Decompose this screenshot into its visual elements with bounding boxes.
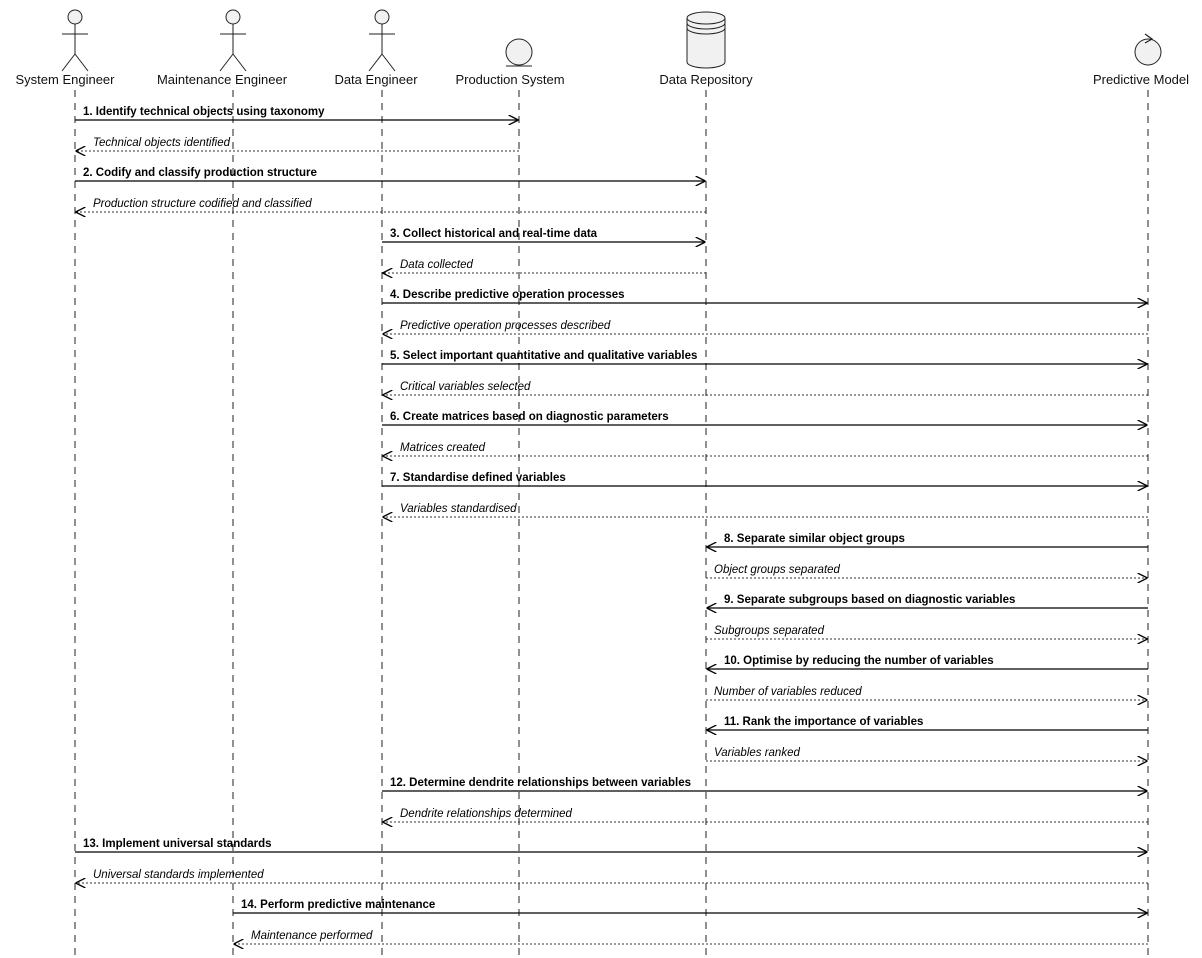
message-label: Subgroups separated bbox=[714, 625, 824, 637]
message-label: Matrices created bbox=[400, 442, 486, 454]
message-14 bbox=[383, 503, 1148, 517]
messages bbox=[75, 106, 1148, 944]
message-label: Dendrite relationships determined bbox=[400, 808, 572, 820]
message-24 bbox=[383, 808, 1148, 822]
participant-heads bbox=[16, 10, 1190, 87]
participant-prod-label: Production System bbox=[455, 72, 565, 87]
message-11 bbox=[382, 411, 1147, 425]
participant-maint-label: Maintenance Engineer bbox=[156, 72, 288, 87]
message-label: 3. Collect historical and real-time data bbox=[390, 228, 598, 240]
message-label: 8. Separate similar object groups bbox=[724, 533, 905, 545]
message-label: 6. Create matrices based on diagnostic parameters bbox=[390, 411, 669, 423]
message-22 bbox=[706, 747, 1147, 761]
message-25 bbox=[75, 838, 1147, 852]
message-7 bbox=[382, 289, 1147, 303]
participant-model-icon bbox=[1135, 34, 1161, 65]
participant-model-label: Predictive Model bbox=[1092, 72, 1190, 87]
message-17 bbox=[707, 594, 1148, 608]
message-5 bbox=[382, 228, 705, 242]
message-label: 2. Codify and classify production structure bbox=[83, 167, 317, 179]
message-12 bbox=[383, 442, 1148, 456]
message-label: 12. Determine dendrite relationships between variables bbox=[390, 777, 692, 789]
participant-sys-icon bbox=[62, 10, 88, 71]
message-label: 9. Separate subgroups based on diagnostic variables bbox=[724, 594, 1016, 606]
participant-data-icon bbox=[369, 10, 395, 71]
message-label: 13. Implement universal standards bbox=[83, 838, 272, 850]
message-6 bbox=[383, 259, 706, 273]
message-label: Universal standards implemented bbox=[93, 869, 264, 881]
message-label: Maintenance performed bbox=[251, 930, 373, 942]
message-16 bbox=[706, 564, 1147, 578]
message-label: 4. Describe predictive operation processes bbox=[390, 289, 625, 301]
message-8 bbox=[383, 320, 1148, 334]
message-28 bbox=[234, 930, 1148, 944]
message-label: 1. Identify technical objects using taxonomy bbox=[83, 106, 325, 118]
message-19 bbox=[707, 655, 1148, 669]
message-20 bbox=[706, 686, 1147, 700]
message-label: Data collected bbox=[400, 259, 473, 271]
message-label: 11. Rank the importance of variables bbox=[724, 716, 924, 728]
message-4 bbox=[76, 198, 706, 212]
lifelines bbox=[75, 90, 1148, 958]
message-label: Predictive operation processes described bbox=[400, 320, 611, 332]
participant-repo-icon bbox=[687, 12, 725, 68]
message-label: 10. Optimise by reducing the number of variables bbox=[724, 655, 994, 667]
message-18 bbox=[706, 625, 1147, 639]
participant-maint-icon bbox=[220, 10, 246, 71]
message-2 bbox=[76, 137, 519, 151]
message-1 bbox=[75, 106, 518, 120]
message-27 bbox=[233, 899, 1147, 913]
message-15 bbox=[707, 533, 1148, 547]
participant-data-label: Data Engineer bbox=[334, 72, 418, 87]
message-label: Production structure codified and classified bbox=[93, 198, 312, 210]
participant-sys-label: System Engineer bbox=[15, 72, 115, 87]
message-label: 5. Select important quantitative and qualitative variables bbox=[390, 350, 698, 362]
message-3 bbox=[75, 167, 705, 181]
message-9 bbox=[382, 350, 1147, 364]
message-label: Technical objects identified bbox=[93, 137, 231, 149]
message-label: Object groups separated bbox=[714, 564, 840, 576]
message-label: Critical variables selected bbox=[400, 381, 531, 393]
message-13 bbox=[382, 472, 1147, 486]
message-label: 7. Standardise defined variables bbox=[390, 472, 566, 484]
message-21 bbox=[707, 716, 1148, 730]
message-label: Number of variables reduced bbox=[714, 686, 862, 698]
message-23 bbox=[382, 777, 1147, 791]
message-label: Variables standardised bbox=[400, 503, 517, 515]
message-label: Variables ranked bbox=[714, 747, 800, 759]
message-26 bbox=[76, 869, 1148, 883]
message-label: 14. Perform predictive maintenance bbox=[241, 899, 436, 911]
participant-repo-label: Data Repository bbox=[659, 72, 753, 87]
message-10 bbox=[383, 381, 1148, 395]
participant-prod-icon bbox=[506, 39, 532, 66]
